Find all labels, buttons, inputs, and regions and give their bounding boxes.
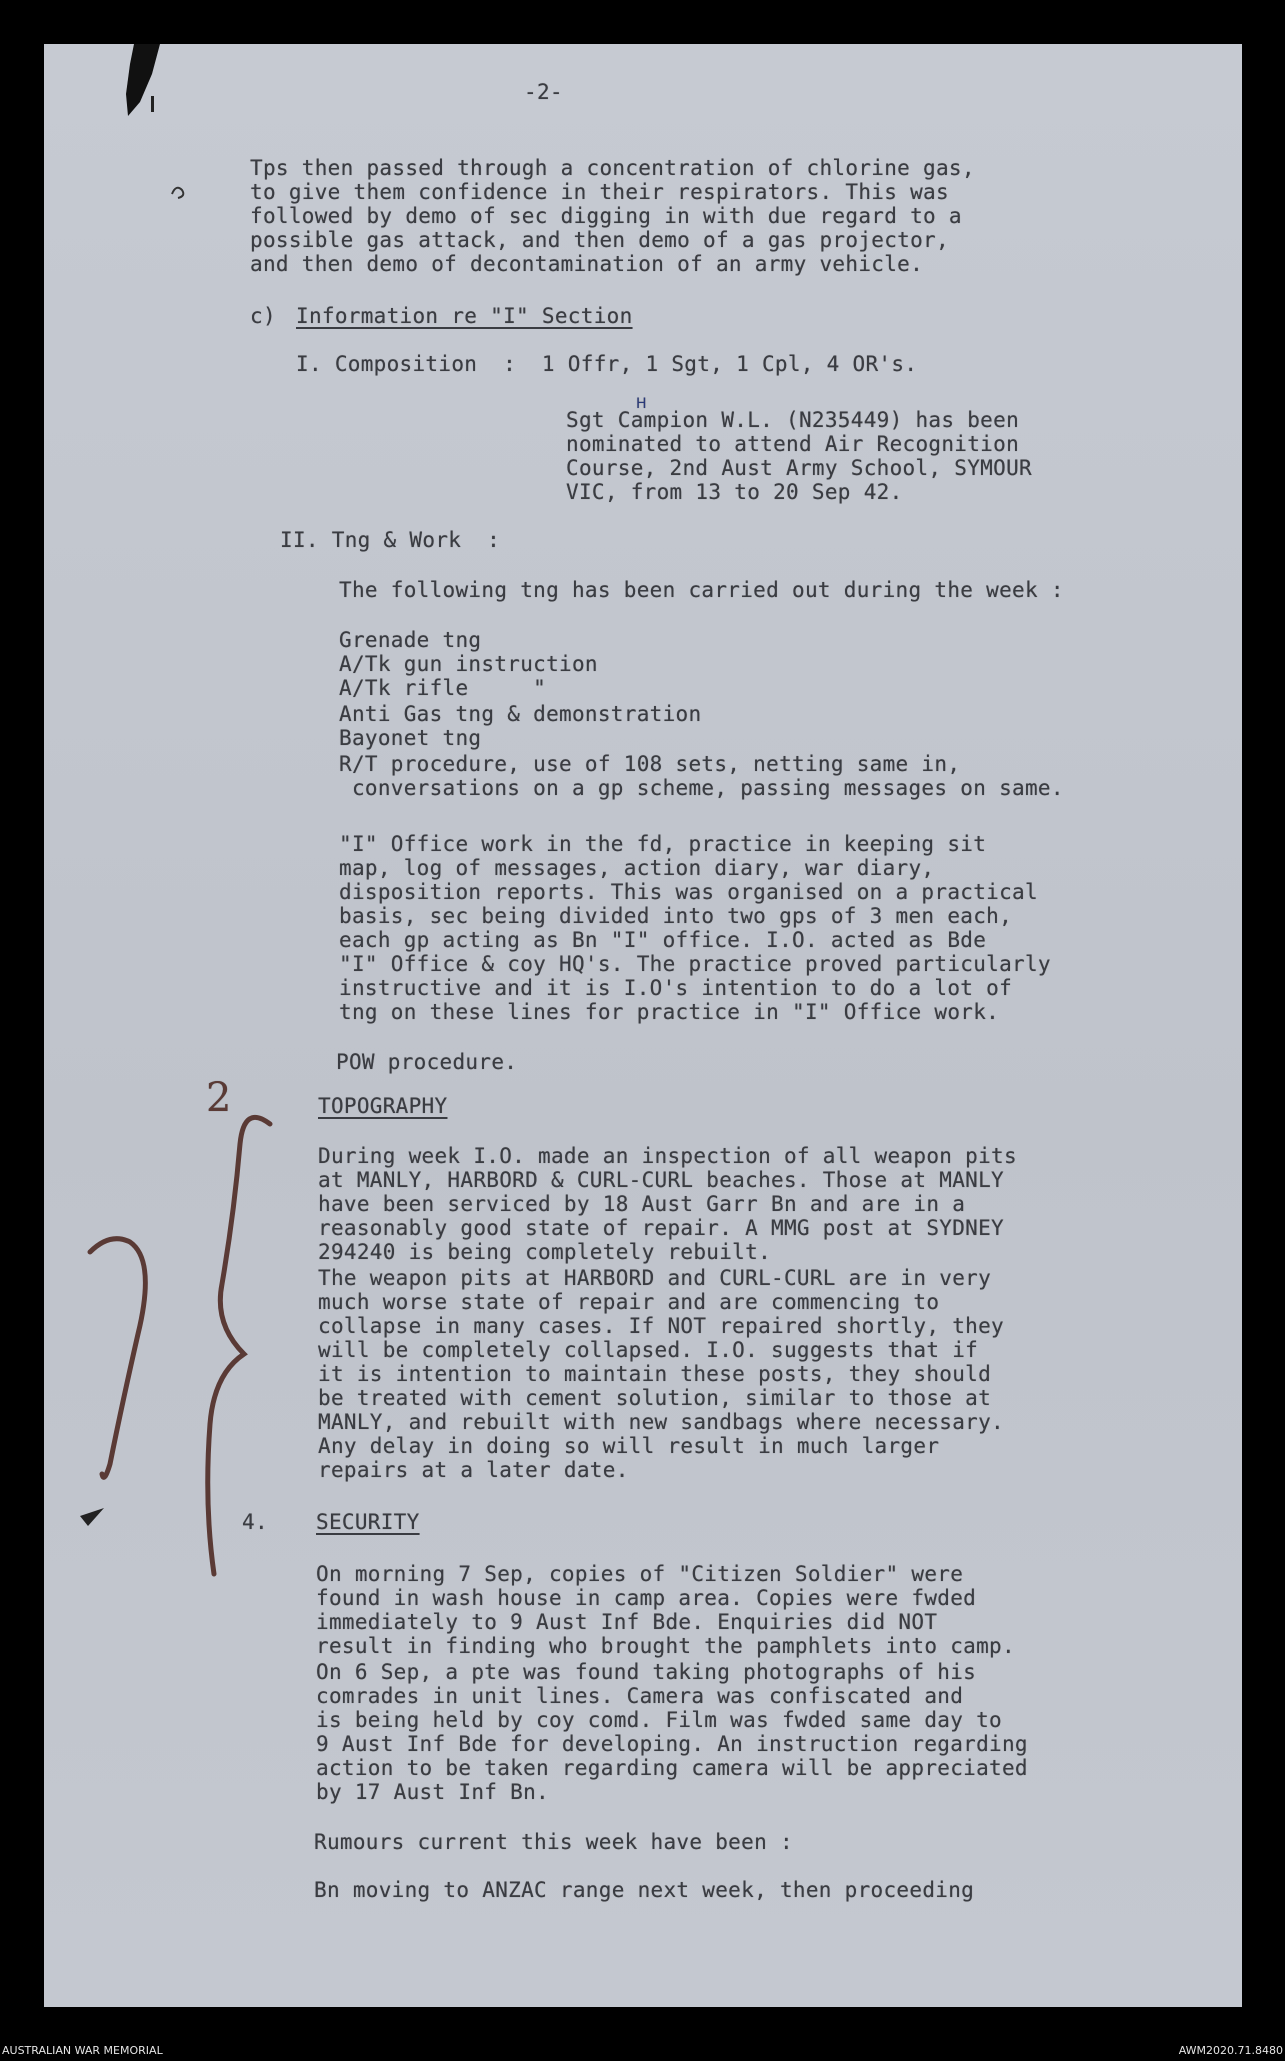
- list-item: R/T procedure, use of 108 sets, netting same in,: [339, 752, 961, 776]
- document-page: [44, 44, 1242, 2007]
- security-line: action to be taken regarding camera will be appreciated: [316, 1756, 1028, 1780]
- note-line: nominated to attend Air Recognition: [566, 432, 1020, 456]
- training-label: II. Tng & Work :: [280, 528, 501, 552]
- topo-line: 294240 is being completely rebuilt.: [318, 1240, 772, 1264]
- note-line: VIC, from 13 to 20 Sep 42.: [566, 480, 903, 504]
- security-line: comrades in unit lines. Camera was confiscated and: [316, 1684, 964, 1708]
- ink-blot: [82, 44, 162, 134]
- footer-right: AWM2020.71.8480: [1178, 2044, 1283, 2057]
- office-line: "I" Office work in the fd, practice in keeping sit: [339, 832, 987, 856]
- security-line: 9 Aust Inf Bde for developing. An instruction regarding: [316, 1732, 1028, 1756]
- topo-line: During week I.O. made an inspection of all weapon pits: [318, 1144, 1017, 1168]
- office-line: basis, sec being divided into two gps of 3 men each,: [339, 904, 1013, 928]
- list-item: Bayonet tng: [339, 726, 482, 750]
- office-line: each gp acting as Bn "I" office. I.O. acted as Bde: [339, 928, 987, 952]
- margin-squiggle: [168, 182, 190, 202]
- gas-line: possible gas attack, and then demo of a gas projector,: [250, 228, 949, 252]
- list-item: Grenade tng: [339, 628, 482, 652]
- security-number: 4.: [242, 1510, 268, 1534]
- topo-line: at MANLY, HARBORD & CURL-CURL beaches. Those at MANLY: [318, 1168, 1004, 1192]
- security-line: immediately to 9 Aust Inf Bde. Enquiries did NOT: [316, 1610, 938, 1634]
- security-line: is being held by coy comd. Film was fwded same day to: [316, 1708, 1002, 1732]
- topo-line: have been serviced by 18 Aust Garr Bn and are in a: [318, 1192, 966, 1216]
- security-line: result in finding who brought the pamphlets into camp.: [316, 1634, 1015, 1658]
- office-line: disposition reports. This was organised on a practical: [339, 880, 1038, 904]
- handwritten-insert: H: [636, 396, 647, 412]
- topo-line: will be completely collapsed. I.O. suggests that if: [318, 1338, 979, 1362]
- gas-line: to give them confidence in their respirators. This was: [250, 180, 949, 204]
- security-line: On morning 7 Sep, copies of "Citizen Soldier" were: [316, 1562, 964, 1586]
- security-heading: SECURITY: [316, 1510, 420, 1534]
- topo-line: it is intention to maintain these posts, they should: [318, 1362, 992, 1386]
- office-line: instructive and it is I.O's intention to do a lot of: [339, 976, 1013, 1000]
- composition-line: I. Composition : 1 Offr, 1 Sgt, 1 Cpl, 4 OR's.: [296, 352, 918, 376]
- topo-line: repairs at a later date.: [318, 1458, 629, 1482]
- ink-tick: [149, 96, 159, 116]
- page-number: -2-: [524, 80, 563, 104]
- security-line: On 6 Sep, a pte was found taking photographs of his: [316, 1660, 977, 1684]
- topo-line: collapse in many cases. If NOT repaired shortly, they: [318, 1314, 1004, 1338]
- section-c-prefix: c): [250, 304, 276, 328]
- gas-line: followed by demo of sec digging in with due regard to a: [250, 204, 962, 228]
- pow-line: POW procedure.: [336, 1050, 518, 1074]
- topo-line: The weapon pits at HARBORD and CURL-CURL are in very: [318, 1266, 992, 1290]
- rumours-line: Rumours current this week have been :: [314, 1830, 793, 1854]
- training-intro: The following tng has been carried out during the week :: [339, 578, 1064, 602]
- gas-line: Tps then passed through a concentration of chlorine gas,: [250, 156, 975, 180]
- note-line: Sgt Campion W.L. (N235449) has been: [566, 408, 1020, 432]
- note-line: Course, 2nd Aust Army School, SYMOUR: [566, 456, 1032, 480]
- list-item: A/Tk gun instruction: [339, 652, 598, 676]
- office-line: "I" Office & coy HQ's. The practice proved particularly: [339, 952, 1051, 976]
- topo-line: Any delay in doing so will result in much larger: [318, 1434, 940, 1458]
- list-item: A/Tk rifle ": [339, 676, 547, 700]
- security-line: found in wash house in camp area. Copies were fwded: [316, 1586, 977, 1610]
- list-item: Anti Gas tng & demonstration: [339, 702, 702, 726]
- office-line: tng on these lines for practice in "I" Office work.: [339, 1000, 1000, 1024]
- topo-line: be treated with cement solution, similar to those at: [318, 1386, 992, 1410]
- topo-line: much worse state of repair and are commencing to: [318, 1290, 940, 1314]
- topography-heading: TOPOGRAPHY: [318, 1094, 448, 1118]
- office-line: map, log of messages, action diary, war diary,: [339, 856, 935, 880]
- security-line: by 17 Aust Inf Bn.: [316, 1780, 549, 1804]
- list-item: conversations on a gp scheme, passing messages on same.: [339, 776, 1064, 800]
- footer-left: AUSTRALIAN WAR MEMORIAL: [2, 2044, 163, 2057]
- section-c-heading: Information re "I" Section: [296, 304, 633, 328]
- gas-line: and then demo of decontamination of an army vehicle.: [250, 252, 924, 276]
- pencil-digit: 2: [206, 1075, 232, 1121]
- last-line: Bn moving to ANZAC range next week, then proceeding: [314, 1878, 975, 1902]
- topo-line: reasonably good state of repair. A MMG post at SYDNEY: [318, 1216, 1004, 1240]
- topo-line: MANLY, and rebuilt with new sandbags where necessary.: [318, 1410, 1004, 1434]
